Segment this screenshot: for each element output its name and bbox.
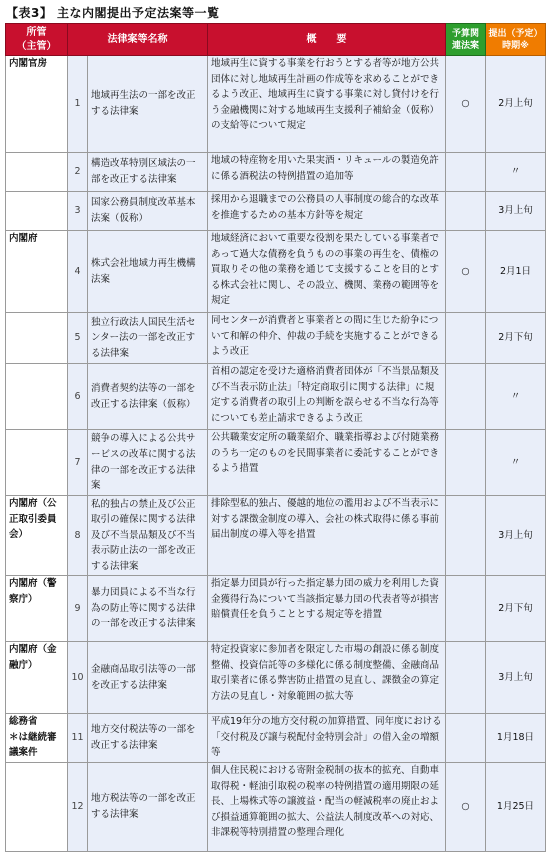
header-date: 提出（予定）時期※ [486,24,546,56]
submission-date: 2月1日 [486,231,546,313]
ministry-cell [6,192,68,231]
table-row [6,642,546,714]
budget-mark [446,642,486,714]
submission-date: 2月上旬 [486,56,546,153]
header-bill: 法律案等名称 [68,24,208,56]
bill-name: 競争の導入による公共サービスの改革に関する法律の一部を改正する法律案 [88,430,208,496]
budget-mark [446,714,486,763]
row-number: 3 [68,192,88,231]
bill-summary: 地域の特産物を用いた果実酒・リキュールの製造免許に係る酒税法の特例措置の追加等 [208,153,446,192]
row-number: 6 [68,364,88,430]
table-row [6,192,546,231]
table-row [6,56,546,153]
submission-date: 〃 [486,364,546,430]
table-row [6,496,546,576]
table-title: 【表3】 主な内閣提出予定法案等一覧 [6,6,220,20]
row-number: 9 [68,576,88,642]
table-row [6,576,546,642]
bill-name: 国家公務員制度改革基本法案（仮称） [88,192,208,231]
submission-date: 3月上旬 [486,496,546,576]
row-number: 5 [68,313,88,364]
bill-name: 消費者契約法等の一部を改正する法律案（仮称） [88,364,208,430]
bill-summary: 採用から退職までの公務員の人事制度の総合的な改革を推進するための基本方針等を規定 [208,192,446,231]
budget-mark [446,496,486,576]
ministry-cell: 内閣府（金融庁） [6,642,68,714]
budget-mark: ○ [446,56,486,153]
header-budget: 予算関連法案 [446,24,486,56]
row-number: 2 [68,153,88,192]
bill-summary: 地域再生に資する事業を行おうとする者等が地方公共団体に対し地域再生計画の作成等を求めることができるよう改正、地域再生に資する事業に対し貸付けを行う金融機関に対する地域再生支援利子補給金（仮称）の支給等について規定 [208,56,446,153]
ministry-cell: 内閣府（公正取引委員会） [6,496,68,576]
ministry-cell [6,313,68,364]
ministry-cell [6,153,68,192]
ministry-cell: 内閣官房 [6,56,68,153]
row-number: 8 [68,496,88,576]
header-ministry [6,24,68,56]
submission-date: 1月18日 [486,714,546,763]
row-number: 12 [68,763,88,852]
submission-date: 〃 [486,430,546,496]
budget-mark [446,192,486,231]
row-number: 4 [68,231,88,313]
budget-mark [446,430,486,496]
header-ministry-label: 所管 （主管） [16,26,57,52]
row-number: 7 [68,430,88,496]
bill-summary: 特定投資家に参加者を限定した市場の創設に係る制度整備、投資信託等の多様化に係る制度整備、金融商品取引業者に係る弊害防止措置の見直し、課徴金の算定方法の見直し・対象範囲の拡大等 [208,642,446,714]
table-row [6,231,546,313]
budget-mark [446,153,486,192]
row-number: 1 [68,56,88,153]
submission-date: 2月下旬 [486,313,546,364]
submission-date: 〃 [486,153,546,192]
bill-name: 構造改革特別区域法の一部を改正する法律案 [88,153,208,192]
bill-name: 株式会社地域力再生機構法案 [88,231,208,313]
bill-name: 暴力団員による不当な行為の防止等に関する法律の一部を改正する法律案 [88,576,208,642]
table-row [6,763,546,852]
bill-name: 金融商品取引法等の一部を改正する法律案 [88,642,208,714]
ministry-cell [6,763,68,852]
bill-summary: 排除型私的独占、優越的地位の濫用および不当表示に対する課徴金制度の導入、会社の株式取得に係る事前届出制度の導入等を措置 [208,496,446,576]
submission-date: 2月下旬 [486,576,546,642]
bill-summary: 個人住民税における寄附金税制の抜本的拡充、自動車取得税・軽油引取税の税率の特例措置の適用期限の延長、上場株式等の譲渡益・配当の軽減税率の廃止および損益通算範囲の拡大、公益法人制度改革への対応、非課税等特別措置の整理合理化 [208,763,446,852]
bill-name: 地方税法等の一部を改正する法律案 [88,763,208,852]
bill-summary: 平成19年分の地方交付税の加算措置、同年度における「交付税及び譲与税配付金特別会計」の借入金の増額等 [208,714,446,763]
ministry-cell: 総務省 ＊は継続審議案件 [6,714,68,763]
bill-summary: 地域経済において重要な役割を果たしている事業者であって過大な債務を負うものの事業の再生を、債権の買取りその他の業務を通じて支援することを目的とする株式会社に関し、その設立、機関、業務の範囲等を規定 [208,231,446,313]
bill-summary: 首相の認定を受けた適格消費者団体が「不当景品類及び不当表示防止法」「特定商取引に関する法律」に規定する消費者の取引上の判断を誤らせる不当な行為等についても差止請求できるよう改正 [208,364,446,430]
table-row [6,313,546,364]
bill-name: 地域再生法の一部を改正する法律案 [88,56,208,153]
table-row [6,430,546,496]
budget-mark [446,576,486,642]
table-row [6,714,546,763]
bill-summary: 同センターが消費者と事業者との間に生じた紛争について和解の仲介、仲裁の手続を実施することができるよう改正 [208,313,446,364]
budget-mark: ○ [446,763,486,852]
bill-name: 私的独占の禁止及び公正取引の確保に関する法律及び不当景品類及び不当表示防止法の一部を改正する法律案 [88,496,208,576]
header-row [6,24,546,56]
bill-table [5,23,546,852]
submission-date: 1月25日 [486,763,546,852]
ministry-cell [6,430,68,496]
ministry-cell: 内閣府（警察庁） [6,576,68,642]
budget-mark [446,364,486,430]
budget-mark: ○ [446,231,486,313]
row-number: 11 [68,714,88,763]
bill-summary: 公共職業安定所の職業紹介、職業指導および付随業務のうち一定のものを民間事業者に委託することができるよう措置 [208,430,446,496]
bill-name: 独立行政法人国民生活センター法の一部を改正する法律案 [88,313,208,364]
table-row [6,153,546,192]
table-row [6,364,546,430]
submission-date: 3月上旬 [486,192,546,231]
bill-name: 地方交付税法等の一部を改正する法律案 [88,714,208,763]
row-number: 10 [68,642,88,714]
header-summary: 概 要 [208,24,446,56]
submission-date: 3月上旬 [486,642,546,714]
budget-mark [446,313,486,364]
bill-summary: 指定暴力団員が行った指定暴力団の威力を利用した資金獲得行為について当該指定暴力団の代表者等が損害賠償責任を負うこととする規定等を措置 [208,576,446,642]
ministry-cell: 内閣府 [6,231,68,313]
ministry-cell [6,364,68,430]
